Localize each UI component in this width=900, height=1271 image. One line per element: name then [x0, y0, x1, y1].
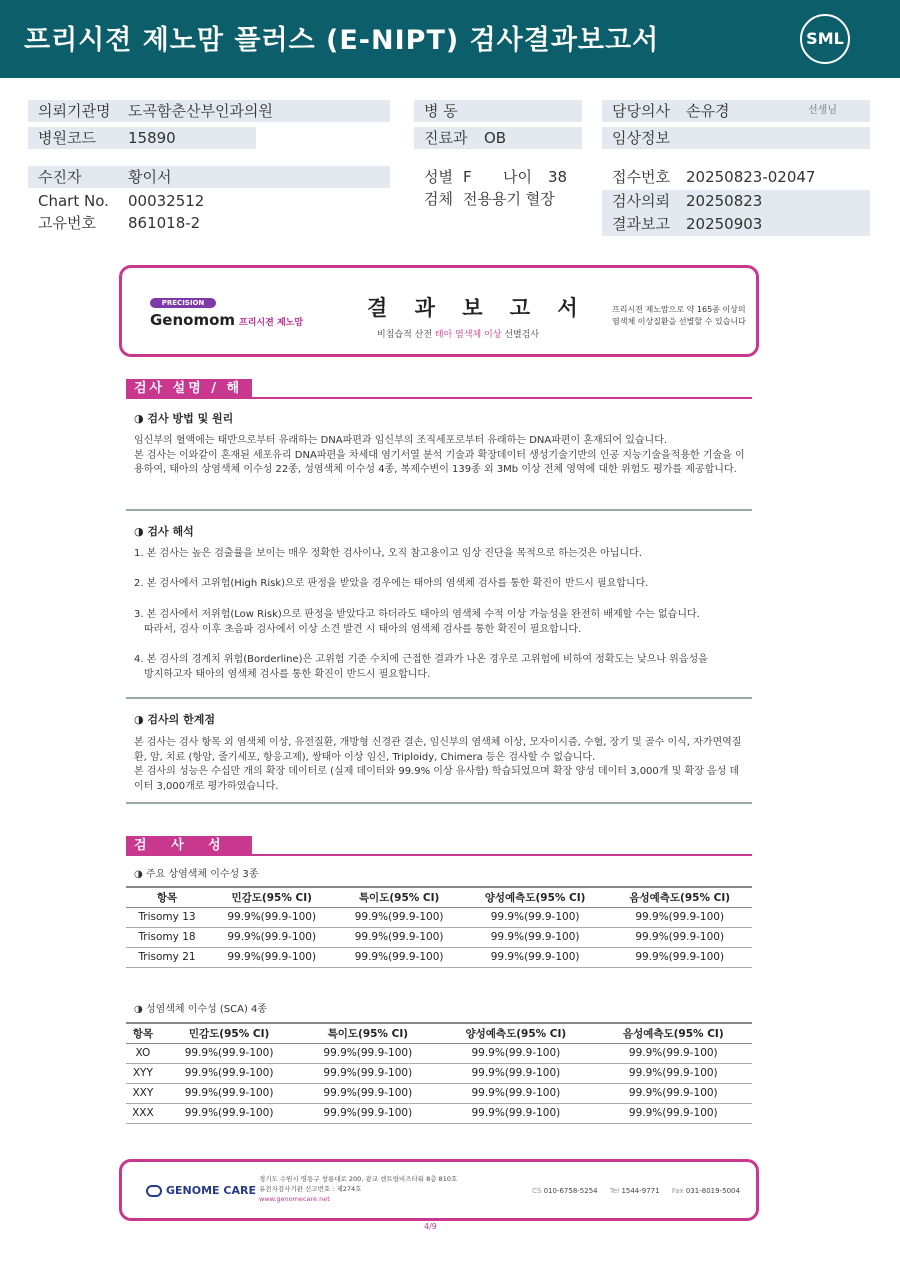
cs-label: CS	[532, 1187, 542, 1195]
auto-table-title: ◑ 주요 상염색체 이수성 3종	[134, 869, 259, 880]
cell: 99.9%(99.9-100)	[607, 907, 752, 927]
interp-title: ◑ 검사 해석	[134, 525, 194, 538]
sex-label: 성별	[424, 168, 453, 186]
brand-kr: 프리시젼 제노맘	[239, 318, 304, 328]
interp-item: 4. 본 검사의 경계치 위험(Borderline)은 고위험 기준 수치에 근접한 결과가 나온 경우로 고위험에 비하여 정확도는 낮으나 위음성을	[134, 654, 708, 665]
sca-table-title: ◑ 성염색체 이수성 (SCA) 4종	[134, 1004, 268, 1015]
limit-line: 본 검사의 성능은 수십만 개의 확장 데이터로 (실제 데이터와 99.9% 이상 유사함) 학습되었으며 확장 양성 데이터 3,000개 및 확장 음성 데이터 3,000개로 평가하였습니다.	[134, 766, 740, 792]
cell: 99.9%(99.9-100)	[298, 1063, 437, 1083]
sub-highlight: 태아 염색체 이상	[434, 330, 502, 340]
request-label: 검사의뢰	[612, 192, 670, 210]
table-row	[126, 1063, 752, 1083]
footer-address	[259, 1174, 457, 1204]
cell: 99.9%(99.9-100)	[208, 947, 335, 967]
genomom-logo	[150, 311, 303, 329]
method-text	[134, 434, 746, 478]
cell: 99.9%(99.9-100)	[160, 1063, 299, 1083]
interp-item: 따라서, 검사 이후 초음파 검사에서 이상 소견 발견 시 태아의 염색체 검사를 통한 확진이 필요합니다.	[144, 624, 582, 635]
table-row	[126, 947, 752, 967]
cell: 99.9%(99.9-100)	[595, 1083, 752, 1103]
examinee-field	[28, 166, 390, 188]
precision-badge: PRECISION	[150, 298, 216, 308]
cell: Trisomy 21	[126, 947, 208, 967]
doctor-value: 손유경	[686, 102, 730, 120]
doctor-label: 담당의사	[612, 102, 670, 120]
brand-name: Genomom	[150, 311, 236, 329]
receipt-label: 접수번호	[612, 168, 670, 186]
interp-item: 방지하고자 태아의 염색체 검사를 통한 확진이 반드시 필요합니다.	[144, 669, 431, 680]
cell: Trisomy 18	[126, 927, 208, 947]
limit-text	[134, 736, 746, 794]
chart-label: Chart No.	[38, 192, 109, 210]
ward-label: 병 동	[424, 102, 458, 120]
dates-field	[602, 190, 870, 236]
cell: XXX	[126, 1103, 160, 1123]
registration-line: 유전자검사기관 신고번호 : 제274호	[259, 1185, 362, 1193]
sca-table	[126, 1022, 752, 1124]
banner-right-text: 프리시젼 제노맘으로 약 165종 이상의 염색체 이상질환을 선별할 수 있습니다	[612, 305, 746, 326]
section-line	[126, 397, 752, 399]
autosomal-table	[126, 886, 752, 968]
clinical-field	[602, 127, 870, 149]
cell: 99.9%(99.9-100)	[463, 907, 608, 927]
page-number: 4/9	[424, 1222, 437, 1231]
cell: 99.9%(99.9-100)	[160, 1083, 299, 1103]
divider	[126, 509, 752, 511]
report-header-bar	[0, 0, 900, 78]
report-footer	[119, 1159, 759, 1221]
col-header: 음성예측도(95% CI)	[595, 1023, 752, 1043]
table-row	[126, 1043, 752, 1063]
age-label: 나이	[503, 168, 532, 186]
address-line: 경기도 수원시 영통구 창룡대로 200, 광교 센트럴비즈타워 8층 810호	[259, 1175, 458, 1183]
col-header: 양성예측도(95% CI)	[437, 1023, 594, 1043]
banner-subtitle	[377, 327, 539, 340]
dept-field	[414, 127, 582, 149]
receipt-value: 20250823-02047	[686, 168, 816, 186]
institution-label: 의뢰기관명	[38, 102, 111, 120]
hospital-code-field	[28, 127, 256, 149]
divider	[126, 802, 752, 804]
tel-label: Tel	[609, 1187, 620, 1195]
cell: 99.9%(99.9-100)	[298, 1043, 437, 1063]
tel-number: 1544-9771	[621, 1187, 660, 1195]
method-line: 임신부의 혈액에는 태반으로부터 유래하는 DNA파편과 임신부의 조직세포로부터 유래하는 DNA파편이 혼재되어 있습니다.	[134, 435, 668, 446]
institution-field	[28, 100, 390, 122]
interp-item: 2. 본 검사에서 고위험(High Risk)으로 판정을 받았을 경우에는 태아의 염색체 검사를 통한 확진이 반드시 필요합니다.	[134, 578, 649, 589]
report-date-value: 20250903	[686, 215, 763, 233]
cell: 99.9%(99.9-100)	[463, 927, 608, 947]
sex-value: F	[463, 168, 472, 186]
table-row	[126, 927, 752, 947]
doctor-field	[602, 100, 870, 122]
sub-part-b: 선별검사	[501, 330, 540, 340]
cs-number: 010-6758-5254	[543, 1187, 598, 1195]
limit-line: 본 검사는 검사 항목 외 염색체 이상, 유전질환, 개방형 신경관 결손, 임신부의 염색체 이상, 모자이시즘, 수혈, 장기 및 골수 이식, 자가면역질환, 암, 치료 (항암, 줄기세포, 항응고제), 쌍태아 이상 임신, Triploidy, Chimera 등은 검사할 수 없습니다.	[134, 737, 742, 763]
cell: 99.9%(99.9-100)	[335, 907, 462, 927]
footer-phones	[522, 1187, 740, 1195]
report-title: 프리시젼 제노맘 플러스 (E-NIPT) 검사결과보고서	[24, 25, 660, 56]
doctor-suffix: 선생님	[808, 105, 837, 116]
method-line: 본 검사는 이와같이 혼재된 세포유리 DNA파편을 차세대 염기서열 분석 기술과 확장데이터 생성기술기반의 인공 지능기술을적용한 기술을 이용하여, 태아의 상염색체 이수성 22종, 성염색체 이수성 4종, 복제수변이 139종 외 3Mb 이상 전체 영역에 대한 위험도 평가를 제공합니다.	[134, 449, 745, 475]
cell: 99.9%(99.9-100)	[160, 1103, 299, 1123]
section-line	[126, 854, 752, 856]
cell: 99.9%(99.9-100)	[607, 947, 752, 967]
cell: 99.9%(99.9-100)	[298, 1083, 437, 1103]
genome-care-logo	[146, 1184, 256, 1197]
cell: 99.9%(99.9-100)	[335, 947, 462, 967]
uid-value: 861018-2	[128, 214, 201, 232]
cell: 99.9%(99.9-100)	[437, 1043, 594, 1063]
cell: XXY	[126, 1083, 160, 1103]
table-row	[126, 1103, 752, 1123]
hospital-code-value: 15890	[128, 129, 176, 147]
cell: 99.9%(99.9-100)	[463, 947, 608, 967]
method-title: ◑ 검사 방법 및 원리	[134, 412, 234, 425]
examinee-value: 황이서	[128, 168, 172, 186]
col-header: 음성예측도(95% CI)	[607, 887, 752, 907]
cell: XO	[126, 1043, 160, 1063]
cell: 99.9%(99.9-100)	[437, 1083, 594, 1103]
uid-label: 고유번호	[38, 214, 96, 232]
table-row	[126, 1083, 752, 1103]
table-row	[126, 907, 752, 927]
interp-item: 3. 본 검사에서 저위험(Low Risk)으로 판정을 받았다고 하더라도 태아의 염색체 수적 이상 가능성을 완전히 배제할 수는 없습니다.	[134, 609, 700, 620]
report-date-label: 결과보고	[612, 215, 670, 233]
report-document	[116, 262, 762, 1252]
cell: 99.9%(99.9-100)	[208, 927, 335, 947]
col-header: 민감도(95% CI)	[208, 887, 335, 907]
specimen-value: 전용용기 혈장	[463, 190, 555, 208]
section-explanation-heading: 검사 설명 / 해 석	[126, 379, 252, 398]
col-header: 특이도(95% CI)	[298, 1023, 437, 1043]
fax-number: 031-8019-5004	[685, 1187, 740, 1195]
cell: 99.9%(99.9-100)	[208, 907, 335, 927]
examinee-label: 수진자	[38, 168, 82, 186]
age-value: 38	[548, 168, 568, 186]
cell: XYY	[126, 1063, 160, 1083]
website-link[interactable]: www.genomecare.net	[259, 1195, 330, 1203]
dept-value: OB	[484, 129, 507, 147]
cell: 99.9%(99.9-100)	[595, 1063, 752, 1083]
request-value: 20250823	[686, 192, 763, 210]
col-header: 항목	[126, 887, 208, 907]
cell: 99.9%(99.9-100)	[595, 1043, 752, 1063]
col-header: 양성예측도(95% CI)	[463, 887, 608, 907]
col-header: 항목	[126, 1023, 160, 1043]
sub-part-a: 비침습적 산전	[377, 330, 435, 340]
report-banner	[119, 265, 759, 357]
sml-logo-icon	[800, 14, 850, 64]
section-performance-heading: 검 사 성 능	[126, 836, 252, 855]
fax-label: Fax	[671, 1187, 684, 1195]
divider	[126, 697, 752, 699]
cell: Trisomy 13	[126, 907, 208, 927]
cell: 99.9%(99.9-100)	[335, 927, 462, 947]
cell: 99.9%(99.9-100)	[437, 1103, 594, 1123]
cell: 99.9%(99.9-100)	[595, 1103, 752, 1123]
cell: 99.9%(99.9-100)	[437, 1063, 594, 1083]
col-header: 민감도(95% CI)	[160, 1023, 299, 1043]
banner-title: 결 과 보 고 서	[367, 296, 588, 320]
col-header: 특이도(95% CI)	[335, 887, 462, 907]
logo-text: SML	[806, 29, 844, 48]
limit-title: ◑ 검사의 한계점	[134, 713, 216, 726]
cell: 99.9%(99.9-100)	[160, 1043, 299, 1063]
cell: 99.9%(99.9-100)	[298, 1103, 437, 1123]
footer-brand: GENOME CARE	[166, 1184, 256, 1197]
ward-field	[414, 100, 582, 122]
chart-value: 00032512	[128, 192, 205, 210]
hospital-code-label: 병원코드	[38, 129, 96, 147]
genome-care-icon	[146, 1185, 162, 1197]
interp-item: 1. 본 검사는 높은 검출률을 보이는 매우 정확한 검사이나, 오직 참고용이고 임상 진단을 목적으로 하는것은 아닙니다.	[134, 548, 642, 559]
cell: 99.9%(99.9-100)	[607, 927, 752, 947]
specimen-label: 검체	[424, 190, 453, 208]
clinical-label: 임상정보	[612, 129, 670, 147]
dept-label: 진료과	[424, 129, 468, 147]
institution-value: 도곡함춘산부인과의원	[128, 102, 273, 120]
